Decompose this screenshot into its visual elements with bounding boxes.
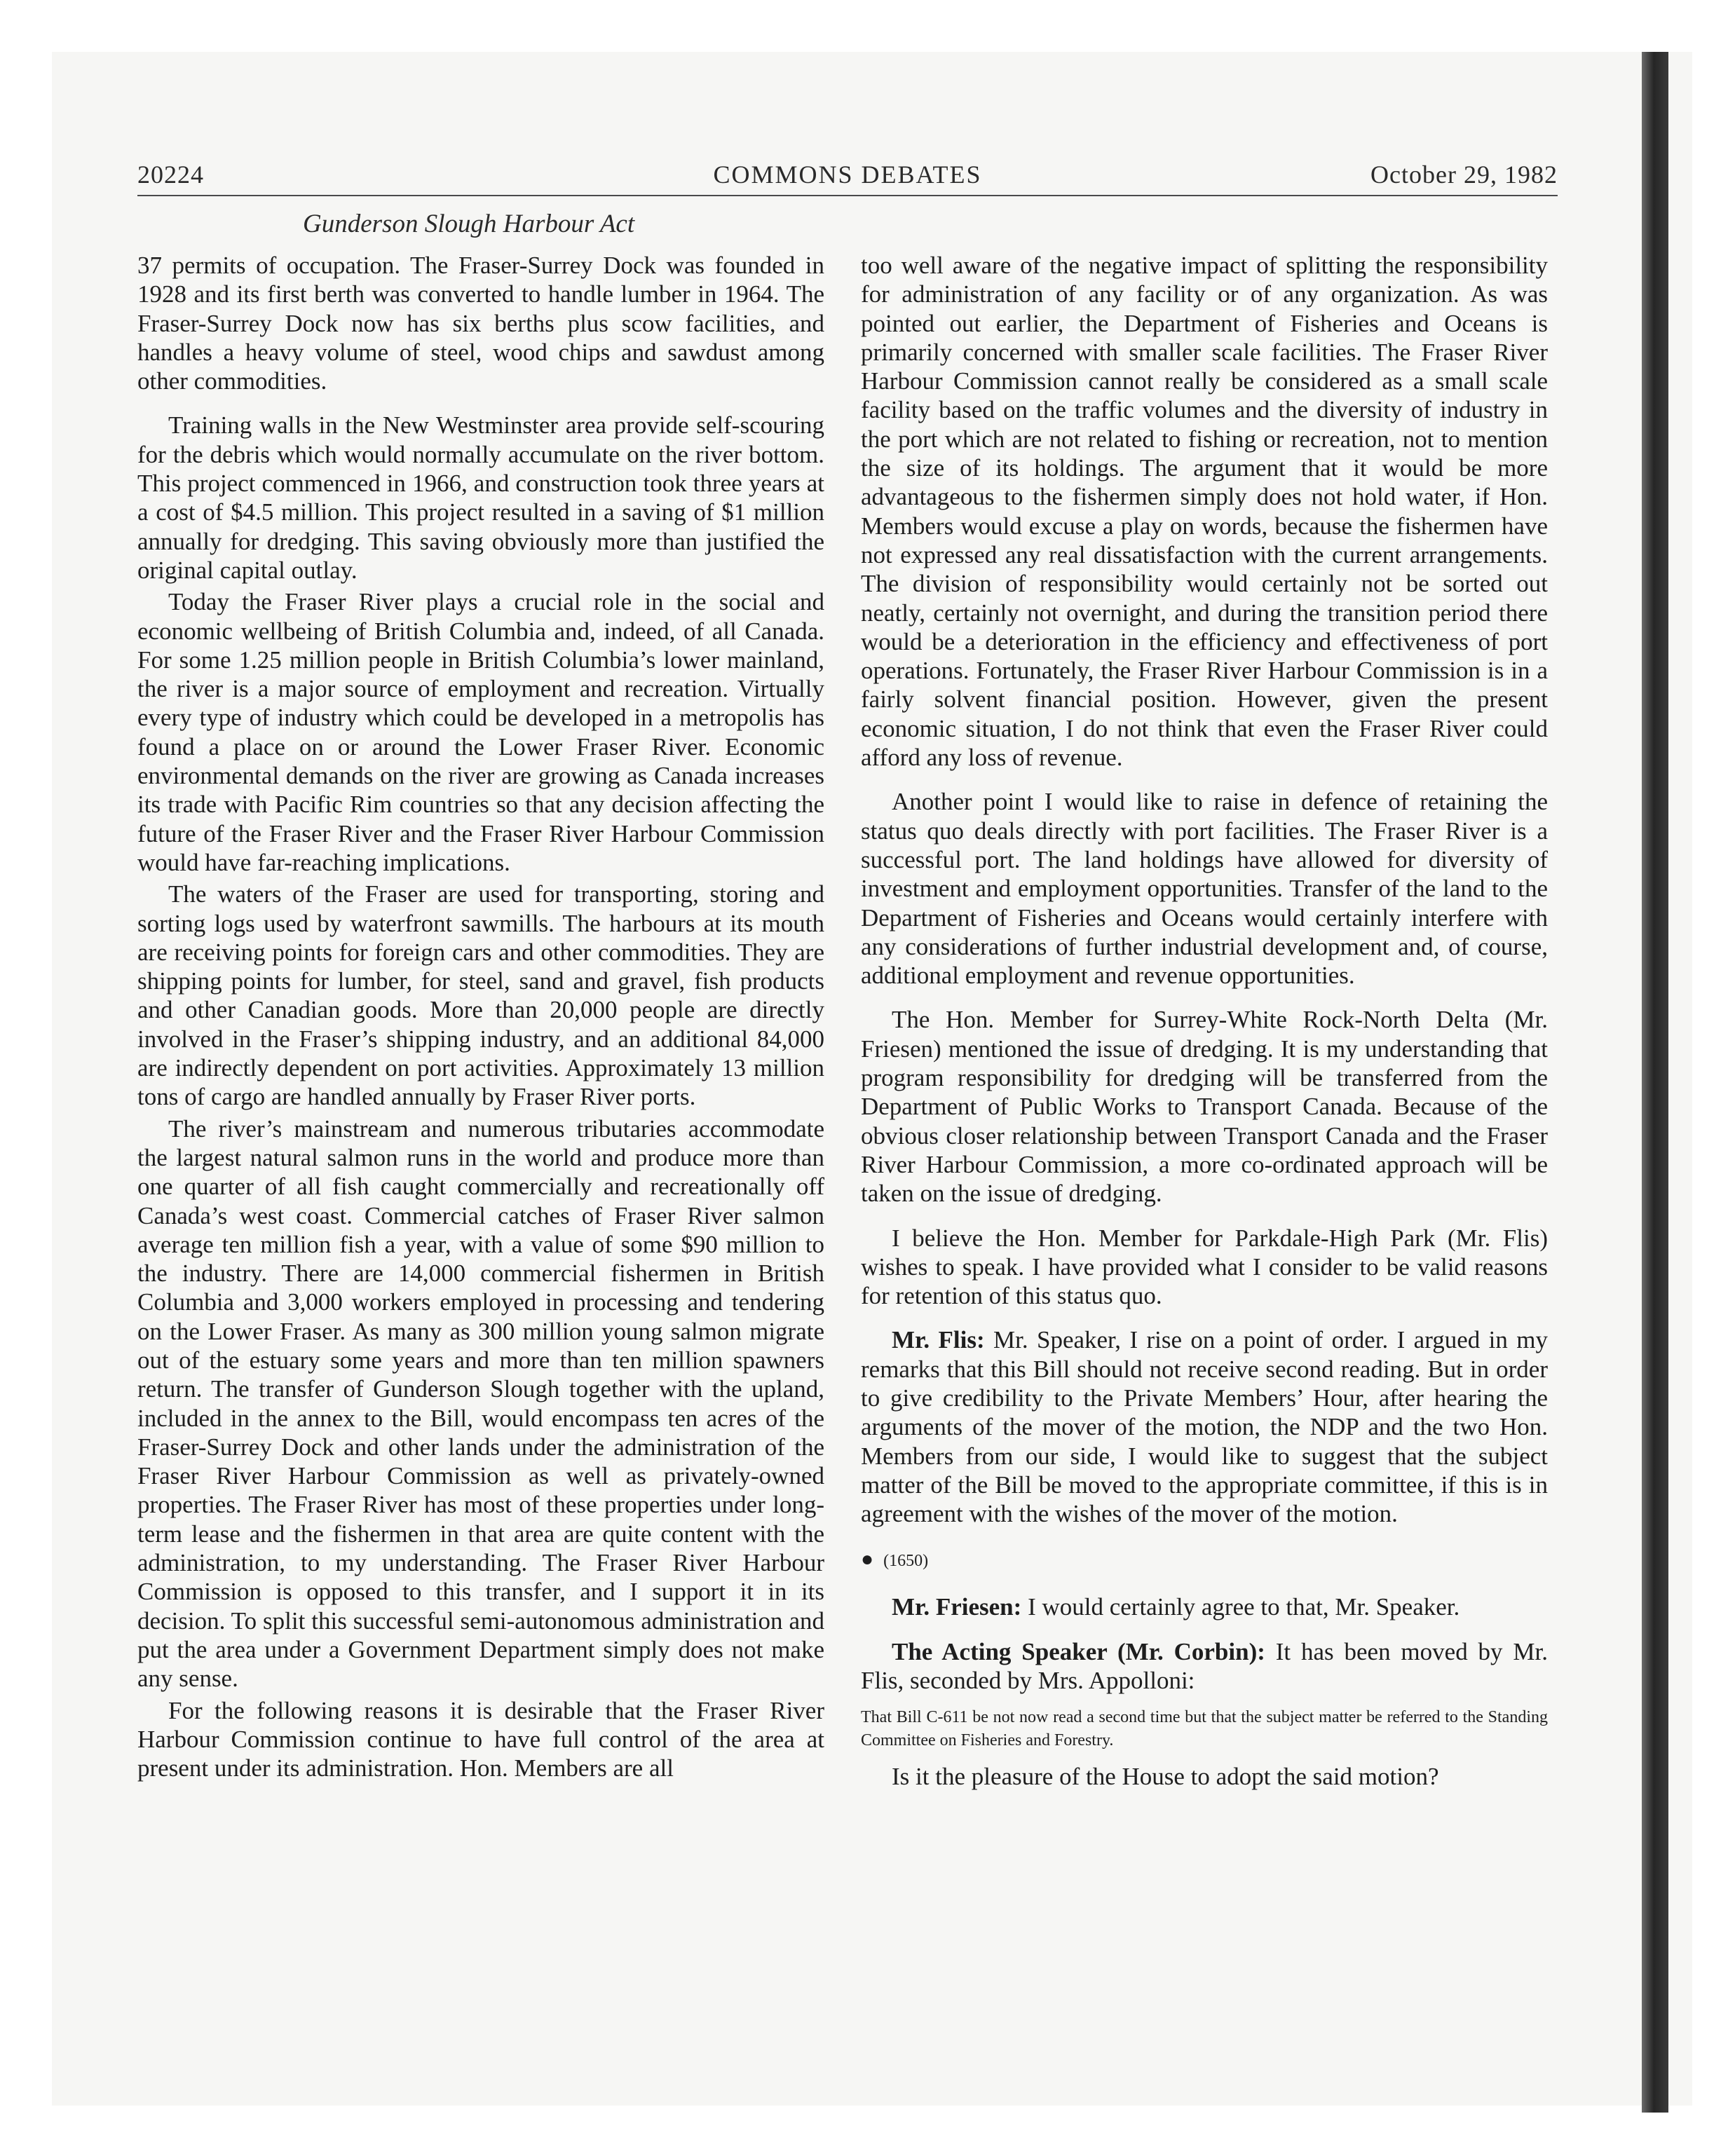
running-title: Gunderson Slough Harbour Act (303, 210, 635, 238)
paragraph: Today the Fraser River plays a crucial role in the social and economic wellbeing of British Columbia and, indeed, of all Canada. For some 1.25 million people in British Columbia’s lower mainland, the river is a major source of employment and recreation. Virtually every type of industry which could be developed in a metropolis has found a place on or around the Lower Fraser River. Economic environmental demands on the river are growing as Canada increases its trade with Pacific Rim countries so that any decision affecting the future of the Fraser River and the Fraser River Harbour Commission would have far-reaching implications. (137, 588, 824, 876)
timestamp (861, 1549, 1548, 1571)
paragraph: Another point I would like to raise in defence of retaining the status quo deals directly with port facilities. The Fraser River is a successful port. The land holdings have allowed for diversity of investment and employment opportunities. Transfer of the land to the Department of Fisheries and Oceans would certainly interfere with any considerations of further industrial development and, of course, additional employment and revenue opportunities. (861, 788, 1548, 990)
page-number: 20224 (137, 161, 204, 189)
binding-edge (1642, 52, 1668, 2113)
paragraph: Training walls in the New Westminster area provide self-scouring for the debris which would normally accumulate on the river bottom. This project commenced in 1966, and construction took three years at a cost of $4.5 million. This project resulted in a saving of $1 million annually for dredging. This saving obviously more than justified the original capital outlay. (137, 411, 824, 584)
speaker-name: Mr. Friesen: (892, 1593, 1022, 1621)
motion-quote: That Bill C-611 be not now read a second time but that the subject matter be referred to the Standing Committee on Fisheries and Forestry. (861, 1708, 1548, 1750)
paragraph: Is it the pleasure of the House to adopt the said motion? (892, 1763, 1439, 1791)
issue-date: October 29, 1982 (1370, 161, 1558, 189)
paragraph: too well aware of the negative impact of splitting the responsibility for administration of any facility or of any organization. As was pointed out earlier, the Department of Fisheries and Oceans is primarily concerned with smaller scale facilities. The Fraser River Harbour Commission cannot really be considered as a small scale facility based on the traffic volumes and the diversity of industry in the port which are not related to fishing or recreation, not to mention the size of its holdings. The argument that it would be more advantageous to the fishermen simply does not hold water, if Hon. Members would excuse a play on words, because the fishermen have not expressed any real dissatisfaction with the current arrangements. The division of responsibility would certainly not be sorted out neatly, certainly not overnight, and during the transition period there would be a deterioration in the efficiency and effectiveness of port operations. Fortunately, the Fraser River Harbour Commission is in a fairly solvent financial position. However, given the present economic situation, I do not think that even the Fraser River could afford any loss of revenue. (861, 252, 1548, 772)
speech-friesen (861, 1592, 1548, 1621)
speech-acting-speaker (861, 1637, 1548, 1696)
paragraph: The waters of the Fraser are used for transporting, storing and sorting logs used by waterfront sawmills. The harbours at its mouth are receiving points for foreign cars and other commodities. They are shipping points for lumber, for steel, sand and gravel, fish products and other Canadian goods. More than 20,000 people are directly involved in the Fraser’s shipping industry, and an additional 84,000 are indirectly dependent on port activities. Approximately 13 million tons of cargo are handled annually by Fraser River ports. (137, 880, 824, 1111)
speech-text: Mr. Speaker, I rise on a point of order. I argued in my remarks that this Bill should not receive second reading. But in order to give credibility to the Private Members’ Hour, after hearing the arguments of the mover of the motion, the NDP and the two Hon. Members from our side, I would like to suggest that the subject matter of the Bill be moved to the appropriate committee, if this is in agreement with the wishes of the mover of the motion. (861, 1326, 1548, 1528)
bullet-icon: ● (861, 1548, 874, 1571)
speaker-name: Mr. Flis: (892, 1326, 985, 1354)
left-column (137, 251, 824, 1782)
paragraph: 37 permits of occupation. The Fraser-Surrey Dock was founded in 1928 and its first berth was converted to handle lumber in 1964. The Fraser-Surrey Dock now has six berths plus scow facilities, and handles a heavy volume of steel, wood chips and sawdust among other commodities. (137, 252, 824, 395)
speaker-name: The Acting Speaker (Mr. Corbin): (892, 1637, 1265, 1665)
paragraph: For the following reasons it is desirable that the Fraser River Harbour Commission continue to have full control of the area at present under its administration. Hon. Members are all (137, 1696, 824, 1782)
paragraph: The Hon. Member for Surrey-White Rock-North Delta (Mr. Friesen) mentioned the issue of dredging. It is my understanding that program responsibility for dredging will be transferred from the Department of Public Works to Transport Canada. Because of the obvious closer relationship between Transport Canada and the Fraser River Harbour Commission, a more co-ordinated approach will be taken on the issue of dredging. (861, 1006, 1548, 1208)
page-header (137, 160, 1558, 195)
header-rule (137, 195, 1558, 196)
paragraph: The river’s mainstream and numerous tributaries accommodate the largest natural salmon runs in the world and produce more than one quarter of all fish caught commercially and recreationally off Canada’s west coast. Commercial catches of Fraser River salmon average ten million fish a year, with a value of some $90 million to the industry. There are 14,000 commercial fishermen in British Columbia and 3,000 workers employed in processing and tendering on the Lower Fraser. As many as 300 million young salmon migrate out of the estuary some years and more than ten million spawners return. The transfer of Gunderson Slough together with the upland, included in the annex to the Bill, would encompass ten acres of the Fraser-Surrey Dock and other lands under the administration of the Fraser River Harbour Commission as well as privately-owned properties. The Fraser River has most of these properties under long-term lease and the fishermen in that area are quite content with the administration, to my understanding. The Fraser River Harbour Commission is opposed to this transfer, and I support it in its decision. To split this successful semi-autonomous administration and put the area under a Government Department simply does not make any sense. (137, 1114, 824, 1693)
speech-text: It has been moved by Mr. Flis, seconded by Mrs. Appolloni: (861, 1637, 1548, 1695)
speech-flis (861, 1325, 1548, 1528)
journal-title: COMMONS DEBATES (713, 161, 982, 189)
paragraph: I believe the Hon. Member for Parkdale-High Park (Mr. Flis) wishes to speak. I have provided what I consider to be valid reasons for retention of this status quo. (861, 1224, 1548, 1310)
right-column (861, 251, 1548, 1792)
timestamp-text: (1650) (883, 1552, 929, 1571)
speech-text: I would certainly agree to that, Mr. Speaker. (1021, 1593, 1460, 1621)
